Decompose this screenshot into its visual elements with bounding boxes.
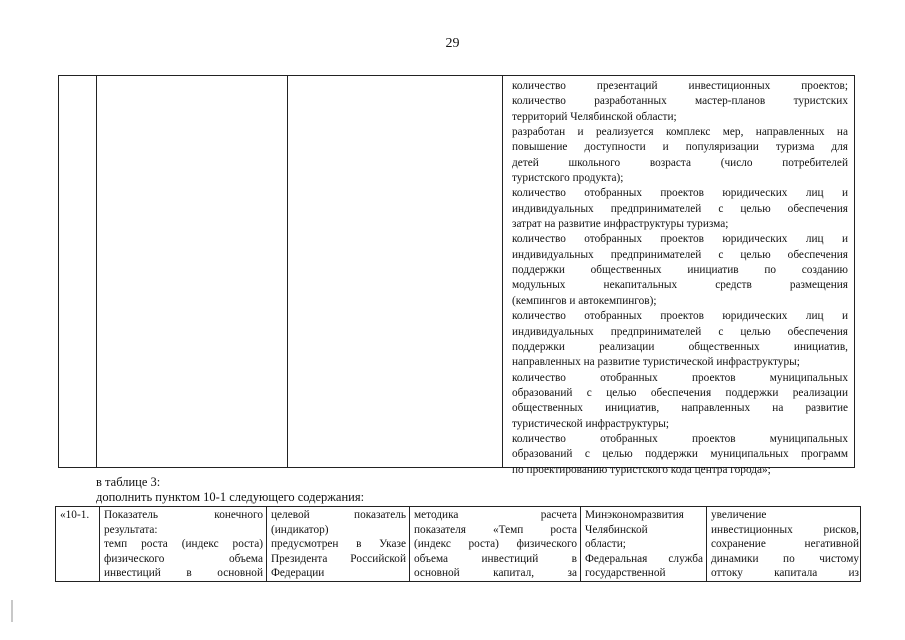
text-line: основной капитал, за [414, 567, 577, 579]
continued-table [58, 75, 855, 476]
text-line: количество отобранных проектов муниципальных [512, 371, 848, 384]
indicators-cell [512, 79, 848, 478]
text-line: территорий Челябинской области; [512, 110, 677, 123]
text-line: показателя «Темп роста [414, 523, 577, 536]
text-line: инвестиционных рисков, [711, 523, 859, 536]
text-line: (индикатор) [271, 523, 329, 536]
consequences-cell [706, 507, 861, 582]
item-number-cell [56, 507, 99, 582]
text-line: увеличение [711, 509, 767, 521]
responsible-body-cell [580, 507, 706, 582]
text-line: Челябинской [585, 523, 648, 536]
text-line: по проектированию туристского кода центра города»; [512, 463, 771, 476]
page-number: 29 [445, 36, 460, 51]
text-line: целевой показатель [271, 509, 406, 521]
scan-margin-mark [11, 600, 13, 622]
text-line: предусмотрен в Указе [271, 538, 406, 550]
text-line: (индекс роста) физического [414, 538, 577, 550]
text-line: Федеральная служба [585, 552, 703, 565]
text-line: сохранение негативной [711, 538, 859, 550]
text-line: (кемпингов и автокемпингов); [512, 294, 657, 307]
text-line: поддержки общественных инициатив по созданию [512, 264, 848, 277]
text-line: разработан и реализуется комплекс мер, направленных на [512, 126, 848, 139]
text-line: «10-1. [60, 509, 90, 521]
text-line: количество презентаций инвестиционных проектов; [512, 80, 848, 92]
text-line: количество отобранных проектов юридических лиц и [512, 310, 848, 323]
intro-line-2: дополнить пунктом 10-1 следующего содержания: [96, 490, 365, 504]
intro-line-1: в таблице 3: [96, 475, 161, 489]
text-line: детей школьного возраста (число потребителей [512, 156, 848, 169]
text-line: количество отобранных проектов муниципальных [512, 432, 848, 445]
text-line: инвестиций в основной [104, 567, 263, 579]
new-item-table [55, 506, 861, 582]
text-line: образований с целью поддержки муниципальных программ [512, 448, 848, 461]
text-line: индивидуальных предпринимателей с целью обеспечения [512, 248, 848, 261]
column-divider [96, 76, 97, 467]
text-line: количество отобранных проектов юридических лиц и [512, 187, 848, 200]
text-line: динамики по чистому [711, 552, 859, 565]
column-divider [287, 76, 288, 467]
text-line: количество разработанных мастер-планов туристских [512, 95, 848, 108]
text-line: Федерации [271, 567, 325, 579]
text-line: туристского продукта); [512, 172, 624, 185]
row-underline [55, 581, 861, 582]
text-line: общественных инициатив, направленных на развитие [512, 402, 848, 415]
text-line: области; [585, 538, 626, 550]
text-line: Показатель конечного [104, 509, 263, 521]
text-line: образований с целью обеспечения поддержки реализации [512, 386, 848, 399]
text-line: индивидуальных предпринимателей с целью обеспечения [512, 202, 848, 215]
column-divider [502, 76, 503, 467]
text-line: затрат на развитие инфраструктуры туризма; [512, 218, 729, 231]
text-line: направленных на развитие туристической инфраструктуры; [512, 356, 800, 369]
text-line: темп роста (индекс роста) [104, 538, 263, 550]
methodology-cell [409, 507, 580, 582]
text-line: физического объема [104, 552, 263, 565]
text-line: туристической инфраструктуры; [512, 417, 670, 430]
text-line: модульных некапитальных средств размещения [512, 279, 848, 292]
text-line: индивидуальных предпринимателей с целью обеспечения [512, 325, 848, 338]
text-line: Минэкономразвития [585, 509, 684, 521]
text-line: поддержки реализации общественных инициатив, [512, 340, 848, 353]
text-line: результата: [104, 523, 158, 536]
text-line: объема инвестиций в [414, 552, 577, 565]
text-line: оттоку капитала из [711, 567, 859, 579]
indicator-name-cell [99, 507, 266, 582]
text-line: методика расчета [414, 509, 577, 521]
text-line: Президента Российской [271, 552, 406, 565]
text-line: количество отобранных проектов юридических лиц и [512, 233, 848, 246]
text-line: государственной [585, 567, 666, 579]
text-line: повышение доступности и популяризации туризма для [512, 141, 848, 154]
target-indicator-cell [266, 507, 409, 582]
